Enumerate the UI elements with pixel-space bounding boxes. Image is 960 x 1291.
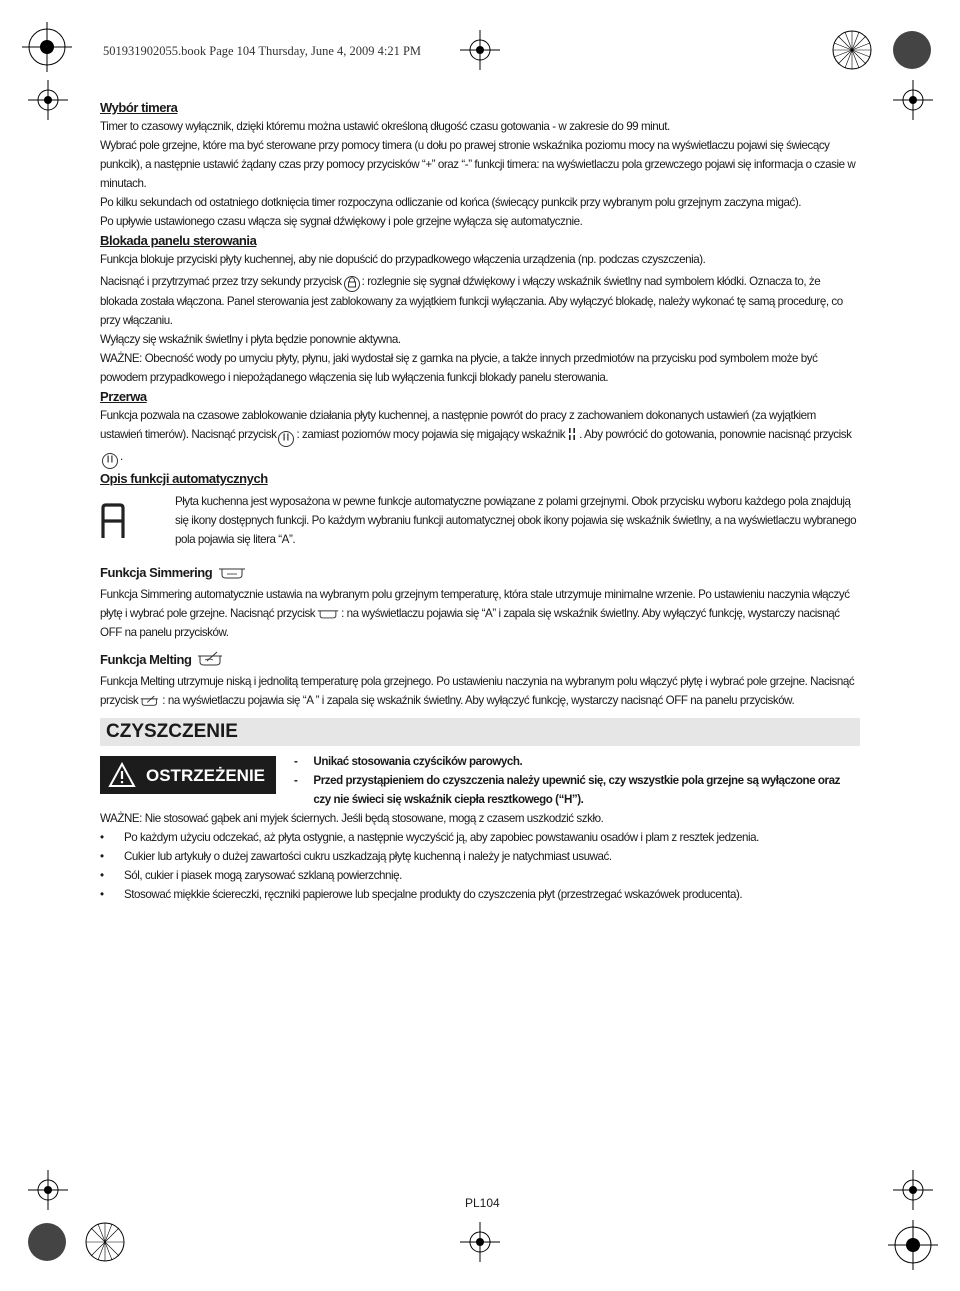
melting-pot-icon — [197, 651, 223, 665]
heading-timer: Wybór timera — [100, 100, 178, 115]
print-header: 501931902055.book Page 104 Thursday, June 4, 2009 4:21 PM — [103, 44, 422, 58]
timer-paragraph-1: Timer to czasowy wyłącznik, dzięki któremu można ustawić określoną długość czasu gotowania - w zakresie do 99 minut. — [100, 120, 670, 133]
lock-paragraph-2: Nacisnąć i przytrzymać przez trzy sekundy przycisk : rozlegnie się sygnał dźwiękowy i włączy wskaźnik świetlny nad symbolem kłódki. Oznacza to, że blokada została włączona. Panel sterowania jest zablokowany za wyjątkiem funkcji wyłączania. Aby wyłączyć blokadę, należy wykonać tę samą procedurę, co przy włączaniu. — [100, 275, 843, 327]
list-item: • Cukier lub artykuły o dużej zawartości cukru uszkadzają płytę kuchenną i należy je natychmiast usuwać. — [100, 850, 612, 863]
list-item: • Po każdym użyciu odczekać, aż płyta ostygnie, a następnie wyczyścić ją, aby zapobiec powstawaniu osadów i plam z resztek jedzenia. — [100, 831, 759, 844]
pause-paragraph: Funkcja pozwala na czasowe zablokowanie działania płyty kuchennej, a następnie powrót do pracy z zachowaniem dokonanych ustawień (za wyjątkiem ustawień timerów). Nacisnąć przycisk : zamiast poziomów mocy pojawia się migający wskaźnik . Aby powrócić do gotowania, ponownie nacisnąć przycisk. — [100, 406, 860, 469]
registration-mark-bottom-right — [888, 1220, 938, 1270]
registration-mark-bottom-center — [455, 1222, 505, 1262]
simmer-button-icon — [317, 607, 339, 621]
simmer-pot-icon — [218, 566, 244, 580]
auto-functions-paragraph: Płyta kuchenna jest wyposażona w pewne funkcje automatyczne powiązane z polami grzejnymi. Obok przycisku wyboru każdego pola znajdują się ikony dostępnych funkcji. Po każdym wybraniu funkcji automatycznej obok ikony pojawia się wskaźnik świetlny, a na wyświetlaczu wybranego pola pojawia się litera “A”. — [175, 495, 857, 546]
melting-button-icon — [140, 694, 160, 708]
list-item: • Sól, cukier i piasek mogą zarysować szklaną powierzchnię. — [100, 869, 402, 882]
registration-mark-top-center — [455, 30, 505, 70]
dark-disc-mark-top-right — [890, 28, 934, 72]
registration-mark-top-left — [22, 22, 72, 72]
lock-paragraph-1: Funkcja blokuje przyciski płyty kuchennej, aby nie dopuścić do przypadkowego włączenia urządzenia (np. podczas czyszczenia). — [100, 253, 706, 266]
lock-paragraph-4: WAŻNE: Obecność wody po umyciu płyty, płynu, jaki wydostał się z garnka na płycie, a także innych przedmiotów na przycisku pod symbolem może być powodem przypadkowego i niepożądanego włączenia się lub wyłączenia funkcji blokady panelu sterowania. — [100, 352, 818, 384]
heading-simmering: Funkcja Simmering — [100, 563, 860, 582]
warning-item: - Przed przystąpieniem do czyszczenia należy upewnić się, czy wszystkie pola grzejne są wyłączone oraz czy nie świeci się wskaźnik ciepła resztkowego (“H”). — [294, 774, 840, 806]
registration-mark-right-top — [893, 78, 933, 122]
timer-paragraph-3: Po kilku sekundach od ostatniego dotknięcia timer rozpoczyna odliczanie od końca (świecący punkcik przy wybranym polu grzejnym zaczyna migać). — [100, 196, 802, 209]
heading-lock: Blokada panelu sterowania — [100, 233, 257, 248]
warning-list — [294, 752, 860, 809]
warning-badge: OSTRZEŻENIE — [100, 756, 276, 794]
registration-mark-left-top — [28, 78, 68, 122]
page-number: PL104 — [465, 1196, 500, 1210]
warning-block — [100, 752, 860, 809]
padlock-icon — [344, 276, 360, 292]
timer-paragraph-2: Wybrać pole grzejne, które ma być sterowane przy pomocy timera (u dołu po prawej stronie wskaźnika poziomu mocy na wyświetlaczu pojawi się świecący punkcik), a następnie ustawić żądany czas przy pomocy przycisków “+” oraz “-” funkcji timera: na wyświetlaczu pola grzewczego pojawi się informacja o czasie w minutach. — [100, 139, 856, 190]
auto-functions-block — [100, 492, 860, 549]
heading-cleaning: CZYSZCZENIE — [100, 718, 860, 746]
dark-disc-mark-bottom-left — [25, 1220, 69, 1264]
list-item: • Stosować miękkie ściereczki, ręczniki papierowe lub specjalne produkty do czyszczenia płyt (przestrzegać wskazówek producenta). — [100, 888, 743, 901]
melting-paragraph: Funkcja Melting utrzymuje niską i jednolitą temperaturę pola grzejnego. Po ustawieniu naczynia na wybranym polu włączyć płytę i wybrać pole grzejne. Nacisnąć przycisk : na wyświetlaczu pojawia się “A ” i zapala się wskaźnik świetlny. Aby wyłączyć funkcję, wystarczy nacisnąć OFF na panelu przycisków. — [100, 675, 855, 707]
pause-icon — [278, 431, 294, 447]
blinking-indicator-icon — [567, 427, 577, 441]
display-letter-a-glyph — [100, 492, 145, 549]
starburst-mark-bottom-left — [83, 1220, 127, 1264]
heading-pause: Przerwa — [100, 389, 147, 404]
cleaning-important: WAŻNE: Nie stosować gąbek ani myjek ściernych. Jeśli będą stosowane, mogą z czasem uszkodzić szkło. — [100, 812, 604, 825]
registration-mark-left-bottom — [28, 1168, 68, 1212]
simmering-paragraph: Funkcja Simmering automatycznie ustawia na wybranym polu grzejnym temperaturę, która stale utrzymuje minimalne wrzenie. Po ustawieniu naczynia włączyć płytę i wybrać pole grzejne. Nacisnąć przycisk : na wyświetlaczu pojawia się “A” i zapala się wskaźnik świetlny. Aby wyłączyć funkcję, wystarczy nacisnąć OFF na panelu przycisków. — [100, 588, 850, 639]
heading-auto-functions: Opis funkcji automatycznych — [100, 471, 268, 486]
timer-paragraph-4: Po upływie ustawionego czasu włącza się sygnał dźwiękowy i pole grzejne wyłącza się automatycznie. — [100, 215, 583, 228]
heading-melting: Funkcja Melting — [100, 650, 860, 669]
starburst-mark-top-right — [830, 28, 874, 72]
warning-triangle-icon — [108, 762, 136, 788]
lock-paragraph-3: Wyłączy się wskaźnik świetlny i płyta będzie ponownie aktywna. — [100, 333, 401, 346]
registration-mark-right-bottom — [893, 1168, 933, 1212]
pause-icon-2 — [102, 453, 118, 469]
page-content — [100, 98, 860, 904]
warning-item: - Unikać stosowania czyścików parowych. — [294, 755, 523, 768]
